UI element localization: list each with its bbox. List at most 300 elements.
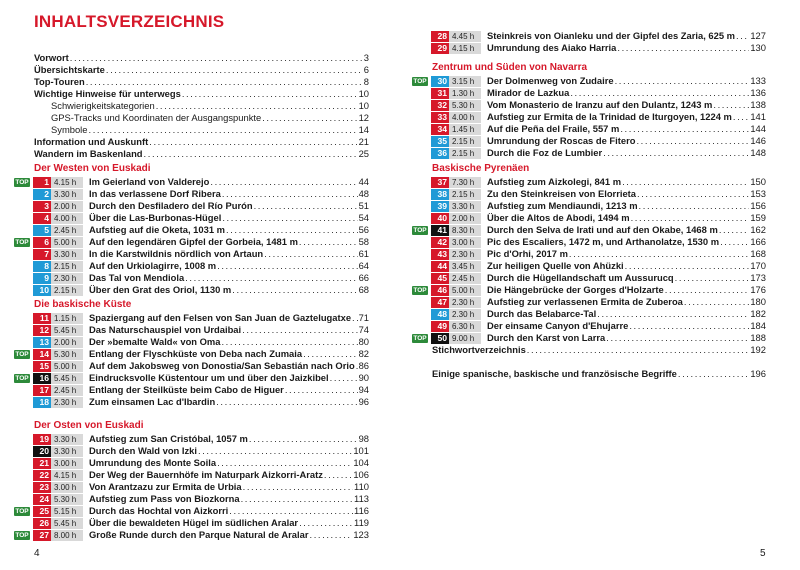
tour-entry[interactable] <box>14 396 369 408</box>
tour-duration: 3.30 h <box>51 189 83 200</box>
tour-entry[interactable] <box>412 87 766 99</box>
dot-leader <box>232 284 357 296</box>
tour-number: 19 <box>33 434 51 445</box>
tour-number: 32 <box>431 100 449 111</box>
tour-duration: 1.45 h <box>449 124 481 135</box>
tour-page: 136 <box>750 87 766 98</box>
tour-number: 44 <box>431 261 449 272</box>
tour-entry[interactable] <box>14 272 369 284</box>
tour-title: Im Geierland von Valderejo <box>89 176 210 187</box>
dot-leader <box>617 42 749 54</box>
tour-entry[interactable] <box>412 188 766 200</box>
tour-page: 98 <box>358 433 369 444</box>
dot-leader <box>242 324 357 336</box>
entry-page: 10 <box>358 100 369 111</box>
tour-duration: 2.00 h <box>449 213 481 224</box>
tour-entry[interactable] <box>14 372 369 384</box>
dot-leader <box>713 99 749 111</box>
tour-title: Umrundung des Monte Soila <box>89 457 217 468</box>
dot-leader <box>185 272 357 284</box>
tour-title: In das verlassene Dorf Ribera <box>89 188 221 199</box>
tour-number: 36 <box>431 148 449 159</box>
tour-number: 6 <box>33 237 51 248</box>
tour-page: 133 <box>750 75 766 86</box>
tour-entry[interactable] <box>14 348 369 360</box>
tour-entry[interactable] <box>412 200 766 212</box>
dot-leader <box>226 224 358 236</box>
tour-page: 116 <box>354 505 369 516</box>
dot-leader <box>570 87 749 99</box>
tour-duration: 2.15 h <box>449 148 481 159</box>
tour-title: Spaziergang auf den Felsen von San Juan de Gaztelugatxe <box>89 312 352 323</box>
tour-entry[interactable] <box>412 308 766 320</box>
entry-title: Stichwortverzeichnis <box>432 344 526 355</box>
dot-leader <box>720 236 749 248</box>
tour-page: 166 <box>750 236 766 247</box>
tour-title: Eindrucksvolle Küstentour um und über den Jaizkibel <box>89 372 329 383</box>
tour-title: Der »bemalte Wald« von Oma <box>89 336 221 347</box>
tour-entry[interactable] <box>412 123 766 135</box>
toc-entry[interactable] <box>34 136 369 148</box>
tour-entry[interactable] <box>14 312 369 324</box>
dot-leader <box>86 76 363 88</box>
tour-number: 43 <box>431 249 449 260</box>
dot-leader <box>310 529 353 541</box>
tour-entry[interactable] <box>14 336 369 348</box>
tour-entry[interactable] <box>412 212 766 224</box>
entry-title: Vorwort <box>34 52 69 63</box>
tour-entry[interactable] <box>412 135 766 147</box>
tour-title: Mirador de Lazkua <box>487 87 570 98</box>
dot-leader <box>241 493 353 505</box>
tour-duration: 3.15 h <box>449 76 481 87</box>
tour-duration: 2.30 h <box>51 273 83 284</box>
tour-number: 29 <box>431 43 449 54</box>
dot-leader <box>303 348 357 360</box>
tour-number: 7 <box>33 249 51 260</box>
dot-leader <box>569 248 749 260</box>
entry-page: 192 <box>750 344 766 355</box>
tour-number: 20 <box>33 446 51 457</box>
dot-leader <box>249 433 358 445</box>
dot-leader <box>198 445 352 457</box>
tour-number: 27 <box>33 530 51 541</box>
tour-number: 35 <box>431 136 449 147</box>
tour-entry[interactable] <box>412 99 766 111</box>
dot-leader <box>264 248 357 260</box>
tour-duration: 3.00 h <box>449 237 481 248</box>
tour-number: 34 <box>431 124 449 135</box>
tour-page: 188 <box>750 332 766 343</box>
tour-entry[interactable] <box>412 296 766 308</box>
tour-page: 106 <box>353 469 369 480</box>
tour-title: Auf den legendären Gipfel der Gorbeia, 1481 m <box>89 236 298 247</box>
tour-title: Auf dem Jakobsweg von Donostia/San Sebastián nach Orio <box>89 360 355 371</box>
toc-entry[interactable] <box>34 100 369 112</box>
entry-page: 14 <box>358 124 369 135</box>
top-badge: TOP <box>15 374 29 382</box>
dot-leader <box>324 469 352 481</box>
dot-leader <box>639 200 750 212</box>
entry-title: Top-Touren <box>34 76 85 87</box>
tour-number: 41 <box>431 225 449 236</box>
tour-entry[interactable] <box>412 176 766 188</box>
tour-duration: 9.00 h <box>449 333 481 344</box>
tour-duration: 4.00 h <box>449 112 481 123</box>
tour-entry[interactable] <box>412 260 766 272</box>
tour-title: Aufstieg auf die Oketa, 1031 m <box>89 224 225 235</box>
tour-duration: 3.45 h <box>449 261 481 272</box>
tour-title: Durch den Karst von Larra <box>487 332 606 343</box>
tour-title: Große Runde durch den Parque Natural de Aralar <box>89 529 309 540</box>
tour-page: 80 <box>358 336 369 347</box>
tour-number: 26 <box>33 518 51 529</box>
top-badge: TOP <box>413 226 427 234</box>
toc-entry[interactable] <box>34 124 369 136</box>
tour-entry[interactable] <box>412 332 766 344</box>
dot-leader <box>88 124 357 136</box>
tour-number: 22 <box>33 470 51 481</box>
entry-title: Information und Auskunft <box>34 136 149 147</box>
tour-duration: 5.45 h <box>51 325 83 336</box>
tour-duration: 2.00 h <box>51 201 83 212</box>
tour-title: Von Arantzazu zur Ermita de Urbia <box>89 481 242 492</box>
dot-leader <box>636 135 749 147</box>
tour-title: Das Tal von Mendiola <box>89 272 185 283</box>
tour-number: 28 <box>431 31 449 42</box>
tour-title: Der Dolmenweg von Zudaire <box>487 75 614 86</box>
tour-number: 5 <box>33 225 51 236</box>
section-heading: Zentrum und Süden von Navarra <box>432 62 588 73</box>
tour-page: 74 <box>358 324 369 335</box>
page-number-left: 4 <box>34 548 40 559</box>
tour-number: 2 <box>33 189 51 200</box>
tour-number: 25 <box>33 506 51 517</box>
tour-number: 8 <box>33 261 51 272</box>
tour-number: 11 <box>33 313 51 324</box>
tour-duration: 5.30 h <box>51 349 83 360</box>
tour-page: 159 <box>750 212 766 223</box>
tour-title: In die Karstwildnis nördlich von Artaun <box>89 248 264 259</box>
toc-entry[interactable] <box>34 88 369 100</box>
tour-entry[interactable] <box>412 42 766 54</box>
tour-number: 45 <box>431 273 449 284</box>
tour-title: Aufstieg zum San Cristóbal, 1057 m <box>89 433 248 444</box>
tour-duration: 2.15 h <box>51 285 83 296</box>
dot-leader <box>603 147 749 159</box>
tour-duration: 5.45 h <box>51 518 83 529</box>
tour-entry[interactable] <box>412 248 766 260</box>
dot-leader <box>736 30 749 42</box>
tour-page: 162 <box>750 224 766 235</box>
dot-leader <box>352 312 358 324</box>
tour-duration: 2.00 h <box>51 337 83 348</box>
tour-title: Entlang der Steilküste beim Cabo de Higuer <box>89 384 284 395</box>
tour-title: Aufstieg zum Aizkolegi, 841 m <box>487 176 622 187</box>
entry-page: 196 <box>750 368 766 379</box>
dot-leader <box>254 200 358 212</box>
toc-entry[interactable] <box>432 344 766 356</box>
dot-leader <box>527 344 750 356</box>
tour-page: 180 <box>750 296 766 307</box>
tour-entry[interactable] <box>14 324 369 336</box>
tour-entry[interactable] <box>14 445 369 457</box>
tour-number: 18 <box>33 397 51 408</box>
dot-leader <box>156 100 358 112</box>
tour-entry[interactable] <box>14 284 369 296</box>
tour-entry[interactable] <box>14 176 369 188</box>
tour-duration: 8.00 h <box>51 530 83 541</box>
tour-duration: 5.30 h <box>51 494 83 505</box>
tour-duration: 4.15 h <box>449 43 481 54</box>
tour-title: Die Hängebrücke der Gorges d'Holzarte <box>487 284 664 295</box>
dot-leader <box>106 64 363 76</box>
tour-title: Der einsame Canyon d'Ehujarre <box>487 320 629 331</box>
tour-entry[interactable] <box>14 517 369 529</box>
dot-leader <box>625 260 750 272</box>
dot-leader <box>262 112 357 124</box>
toc-entry[interactable] <box>432 368 766 380</box>
tour-title: Durch den Desfiladero del Río Purón <box>89 200 253 211</box>
dot-leader <box>229 505 353 517</box>
dot-leader <box>665 284 750 296</box>
tour-duration: 8.30 h <box>449 225 481 236</box>
tour-number: 48 <box>431 309 449 320</box>
toc-entry[interactable] <box>34 52 369 64</box>
dot-leader <box>149 136 357 148</box>
tour-page: 82 <box>358 348 369 359</box>
tour-page: 141 <box>750 111 766 122</box>
tour-title: Durch das Belabarce-Tal <box>487 308 597 319</box>
tour-number: 24 <box>33 494 51 505</box>
entry-title: Symbole <box>51 124 88 135</box>
tour-entry[interactable] <box>14 360 369 372</box>
top-badge: TOP <box>15 238 29 246</box>
tour-entry[interactable] <box>14 481 369 493</box>
tour-entry[interactable] <box>14 188 369 200</box>
dot-leader <box>222 212 357 224</box>
tour-number: 13 <box>33 337 51 348</box>
toc-entry[interactable] <box>34 112 369 124</box>
tour-entry[interactable] <box>14 248 369 260</box>
tour-entry[interactable] <box>14 224 369 236</box>
tour-entry[interactable] <box>14 212 369 224</box>
tour-title: Durch die Foz de Lumbier <box>487 147 603 158</box>
tour-entry[interactable] <box>412 320 766 332</box>
tour-duration: 5.00 h <box>449 285 481 296</box>
tour-entry[interactable] <box>14 505 369 517</box>
dot-leader <box>675 272 750 284</box>
tour-number: 42 <box>431 237 449 248</box>
dot-leader <box>210 176 357 188</box>
tour-page: 127 <box>750 30 766 41</box>
tour-duration: 2.15 h <box>449 189 481 200</box>
tour-title: Aufstieg zum Mendiaundi, 1213 m <box>487 200 638 211</box>
tour-title: Durch den Selva de Irati und auf den Okabe, 1468 m <box>487 224 718 235</box>
tour-number: 10 <box>33 285 51 296</box>
tour-page: 64 <box>358 260 369 271</box>
tour-page: 176 <box>750 284 766 295</box>
page-title: INHALTSVERZEICHNIS <box>34 12 225 31</box>
tour-entry[interactable] <box>412 111 766 123</box>
entry-title: Einige spanische, baskische und französische Begriffe <box>432 368 677 379</box>
tour-title: Zur heiligen Quelle von Ahüzki <box>487 260 624 271</box>
tour-duration: 5.30 h <box>449 100 481 111</box>
tour-page: 156 <box>750 200 766 211</box>
tour-entry[interactable] <box>14 260 369 272</box>
tour-title: Umrundung der Roscas de Fitero <box>487 135 636 146</box>
tour-entry[interactable] <box>14 493 369 505</box>
tour-page: 86 <box>358 360 369 371</box>
tour-entry[interactable] <box>412 30 766 42</box>
tour-duration: 2.45 h <box>51 225 83 236</box>
tour-duration: 4.45 h <box>449 31 481 42</box>
toc-entry[interactable] <box>34 76 369 88</box>
tour-duration: 1.30 h <box>449 88 481 99</box>
dot-leader <box>622 176 749 188</box>
tour-duration: 3.30 h <box>449 201 481 212</box>
tour-title: Durch den Wald von Izki <box>89 445 197 456</box>
toc-entry[interactable] <box>34 148 369 160</box>
tour-page: 130 <box>750 42 766 53</box>
tour-duration: 3.30 h <box>51 446 83 457</box>
top-badge: TOP <box>15 507 29 515</box>
dot-leader <box>222 188 358 200</box>
tour-duration: 5.15 h <box>51 506 83 517</box>
tour-title: Über die bewaldeten Hügel im südlichen Aralar <box>89 517 299 528</box>
tour-duration: 2.30 h <box>449 297 481 308</box>
tour-title: Auf die Peña del Fraile, 557 m <box>487 123 620 134</box>
tour-entry[interactable] <box>14 433 369 445</box>
tour-entry[interactable] <box>14 457 369 469</box>
tour-duration: 3.30 h <box>51 434 83 445</box>
tour-entry[interactable] <box>14 384 369 396</box>
tour-entry[interactable] <box>14 529 369 541</box>
entry-title: Schwierigkeitskategorien <box>51 100 155 111</box>
dot-leader <box>684 296 749 308</box>
section-heading: Baskische Pyrenäen <box>432 163 530 174</box>
tour-entry[interactable] <box>412 75 766 87</box>
tour-title: Pic d'Orhi, 2017 m <box>487 248 568 259</box>
tour-duration: 4.15 h <box>51 177 83 188</box>
top-badge: TOP <box>15 350 29 358</box>
tour-page: 48 <box>358 188 369 199</box>
tour-page: 51 <box>358 200 369 211</box>
tour-title: Über den Grat des Oriol, 1130 m <box>89 284 232 295</box>
tour-title: Zum einsamen Lac d'Ibardin <box>89 396 216 407</box>
tour-entry[interactable] <box>412 236 766 248</box>
tour-entry[interactable] <box>412 147 766 159</box>
tour-page: 170 <box>750 260 766 271</box>
tour-duration: 5.45 h <box>51 373 83 384</box>
tour-page: 182 <box>750 308 766 319</box>
dot-leader <box>299 236 358 248</box>
tour-title: Das Naturschauspiel von Urdaibai <box>89 324 242 335</box>
dot-leader <box>356 360 358 372</box>
tour-number: 31 <box>431 88 449 99</box>
entry-page: 10 <box>358 88 369 99</box>
tour-number: 1 <box>33 177 51 188</box>
toc-entry[interactable] <box>34 64 369 76</box>
tour-page: 138 <box>750 99 766 110</box>
dot-leader <box>216 396 357 408</box>
tour-number: 30 <box>431 76 449 87</box>
tour-entry[interactable] <box>14 469 369 481</box>
tour-entry[interactable] <box>412 284 766 296</box>
tour-entry[interactable] <box>14 200 369 212</box>
tour-number: 21 <box>33 458 51 469</box>
tour-page: 104 <box>353 457 369 468</box>
entry-page: 25 <box>358 148 369 159</box>
dot-leader <box>299 517 353 529</box>
tour-title: Durch die Hügellandschaft um Aussurucq <box>487 272 674 283</box>
tour-duration: 2.30 h <box>449 249 481 260</box>
tour-number: 3 <box>33 201 51 212</box>
tour-duration: 2.30 h <box>449 309 481 320</box>
dot-leader <box>182 88 358 100</box>
tour-duration: 3.00 h <box>51 458 83 469</box>
tour-page: 150 <box>750 176 766 187</box>
tour-entry[interactable] <box>14 236 369 248</box>
entry-title: Übersichtskarte <box>34 64 105 75</box>
tour-number: 46 <box>431 285 449 296</box>
entry-page: 12 <box>358 112 369 123</box>
tour-title: Steinkreis von Oianleku und der Gipfel des Zaria, 625 m <box>487 30 735 41</box>
tour-title: Zu den Steinkreisen von Elorrieta <box>487 188 636 199</box>
tour-number: 15 <box>33 361 51 372</box>
tour-title: Über die Altos de Abodi, 1494 m <box>487 212 630 223</box>
tour-number: 16 <box>33 373 51 384</box>
tour-title: Durch das Hochtal von Aizkorri <box>89 505 229 516</box>
tour-page: 71 <box>358 312 369 323</box>
tour-number: 4 <box>33 213 51 224</box>
tour-page: 66 <box>358 272 369 283</box>
tour-title: Aufstieg zur Ermita de la Trinidad de Iturgoyen, 1224 m <box>487 111 732 122</box>
entry-page: 21 <box>358 136 369 147</box>
tour-entry[interactable] <box>412 272 766 284</box>
tour-page: 90 <box>358 372 369 383</box>
tour-duration: 7.30 h <box>449 177 481 188</box>
tour-page: 153 <box>750 188 766 199</box>
tour-duration: 2.15 h <box>51 261 83 272</box>
tour-title: Über die Las-Burbonas-Hügel <box>89 212 222 223</box>
tour-number: 38 <box>431 189 449 200</box>
tour-number: 12 <box>33 325 51 336</box>
tour-page: 168 <box>750 248 766 259</box>
tour-entry[interactable] <box>412 224 766 236</box>
dot-leader <box>615 75 750 87</box>
entry-page: 8 <box>363 76 369 87</box>
tour-page: 123 <box>353 529 369 540</box>
entry-title: Wichtige Hinweise für unterwegs <box>34 88 181 99</box>
tour-duration: 5.00 h <box>51 237 83 248</box>
tour-number: 23 <box>33 482 51 493</box>
tour-number: 14 <box>33 349 51 360</box>
dot-leader <box>243 481 353 493</box>
entry-page: 6 <box>363 64 369 75</box>
dot-leader <box>606 332 749 344</box>
tour-title: Pic des Escaliers, 1472 m, und Arthanolatze, 1530 m <box>487 236 720 247</box>
tour-title: Aufstieg zur verlassenen Ermita de Zuberoa <box>487 296 683 307</box>
tour-duration: 4.15 h <box>51 470 83 481</box>
top-badge: TOP <box>15 178 29 186</box>
tour-duration: 4.00 h <box>51 213 83 224</box>
tour-page: 110 <box>354 481 369 492</box>
tour-page: 144 <box>750 123 766 134</box>
tour-number: 47 <box>431 297 449 308</box>
dot-leader <box>631 212 750 224</box>
tour-number: 9 <box>33 273 51 284</box>
